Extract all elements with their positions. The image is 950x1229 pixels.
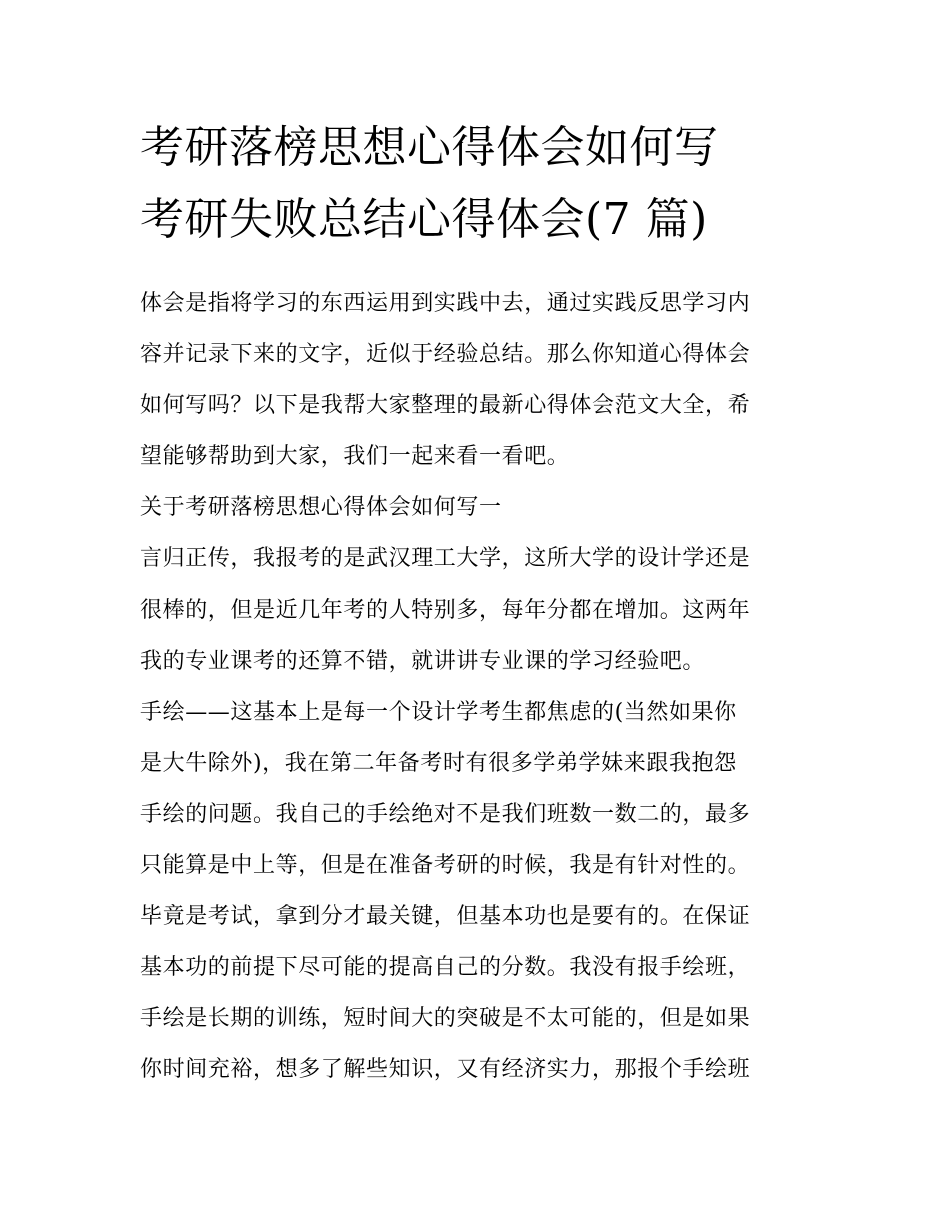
title-line-1: 考研落榜思想心得体会如何写 [140,122,719,173]
text-line: 你时间充裕，想多了解些知识，又有经济实力，那报个手绘班 [140,1057,751,1083]
section-heading: 关于考研落榜思想心得体会如何写一 [140,495,502,521]
document-body [140,278,820,1096]
text-line: 容并记录下来的文字，近似于经验总结。那么你知道心得体会 [140,342,751,368]
text-line: 是大牛除外)，我在第二年备考时有很多学弟学妹来跟我抱怨 [140,750,737,776]
title-line-2: 考研失败总结心得体会(7 篇) [140,194,708,245]
document-title [140,112,830,256]
text-line: 我的专业课考的还算不错，就讲讲专业课的学习经验吧。 [140,648,706,674]
text-line: 手绘是长期的训练，短时间大的突破是不太可能的，但是如果 [140,1006,751,1032]
text-line: 望能够帮助到大家，我们一起来看一看吧。 [140,444,570,470]
text-line: 如何写吗？以下是我帮大家整理的最新心得体会范文大全，希 [140,393,751,419]
text-line: 手绘——这基本上是每一个设计学考生都焦虑的(当然如果你 [140,699,737,725]
text-line: 只能算是中上等，但是在准备考研的时候，我是有针对性的。 [140,853,751,879]
text-line: 言归正传，我报考的是武汉理工大学，这所大学的设计学还是 [140,546,751,572]
text-line: 基本功的前提下尽可能的提高自己的分数。我没有报手绘班， [140,955,751,981]
text-line: 很棒的，但是近几年考的人特别多，每年分都在增加。这两年 [140,597,751,623]
text-line: 手绘的问题。我自己的手绘绝对不是我们班数一数二的，最多 [140,801,751,827]
text-line: 毕竟是考试，拿到分才最关键，但基本功也是要有的。在保证 [140,904,751,930]
text-line: 体会是指将学习的东西运用到实践中去，通过实践反思学习内 [140,291,751,316]
